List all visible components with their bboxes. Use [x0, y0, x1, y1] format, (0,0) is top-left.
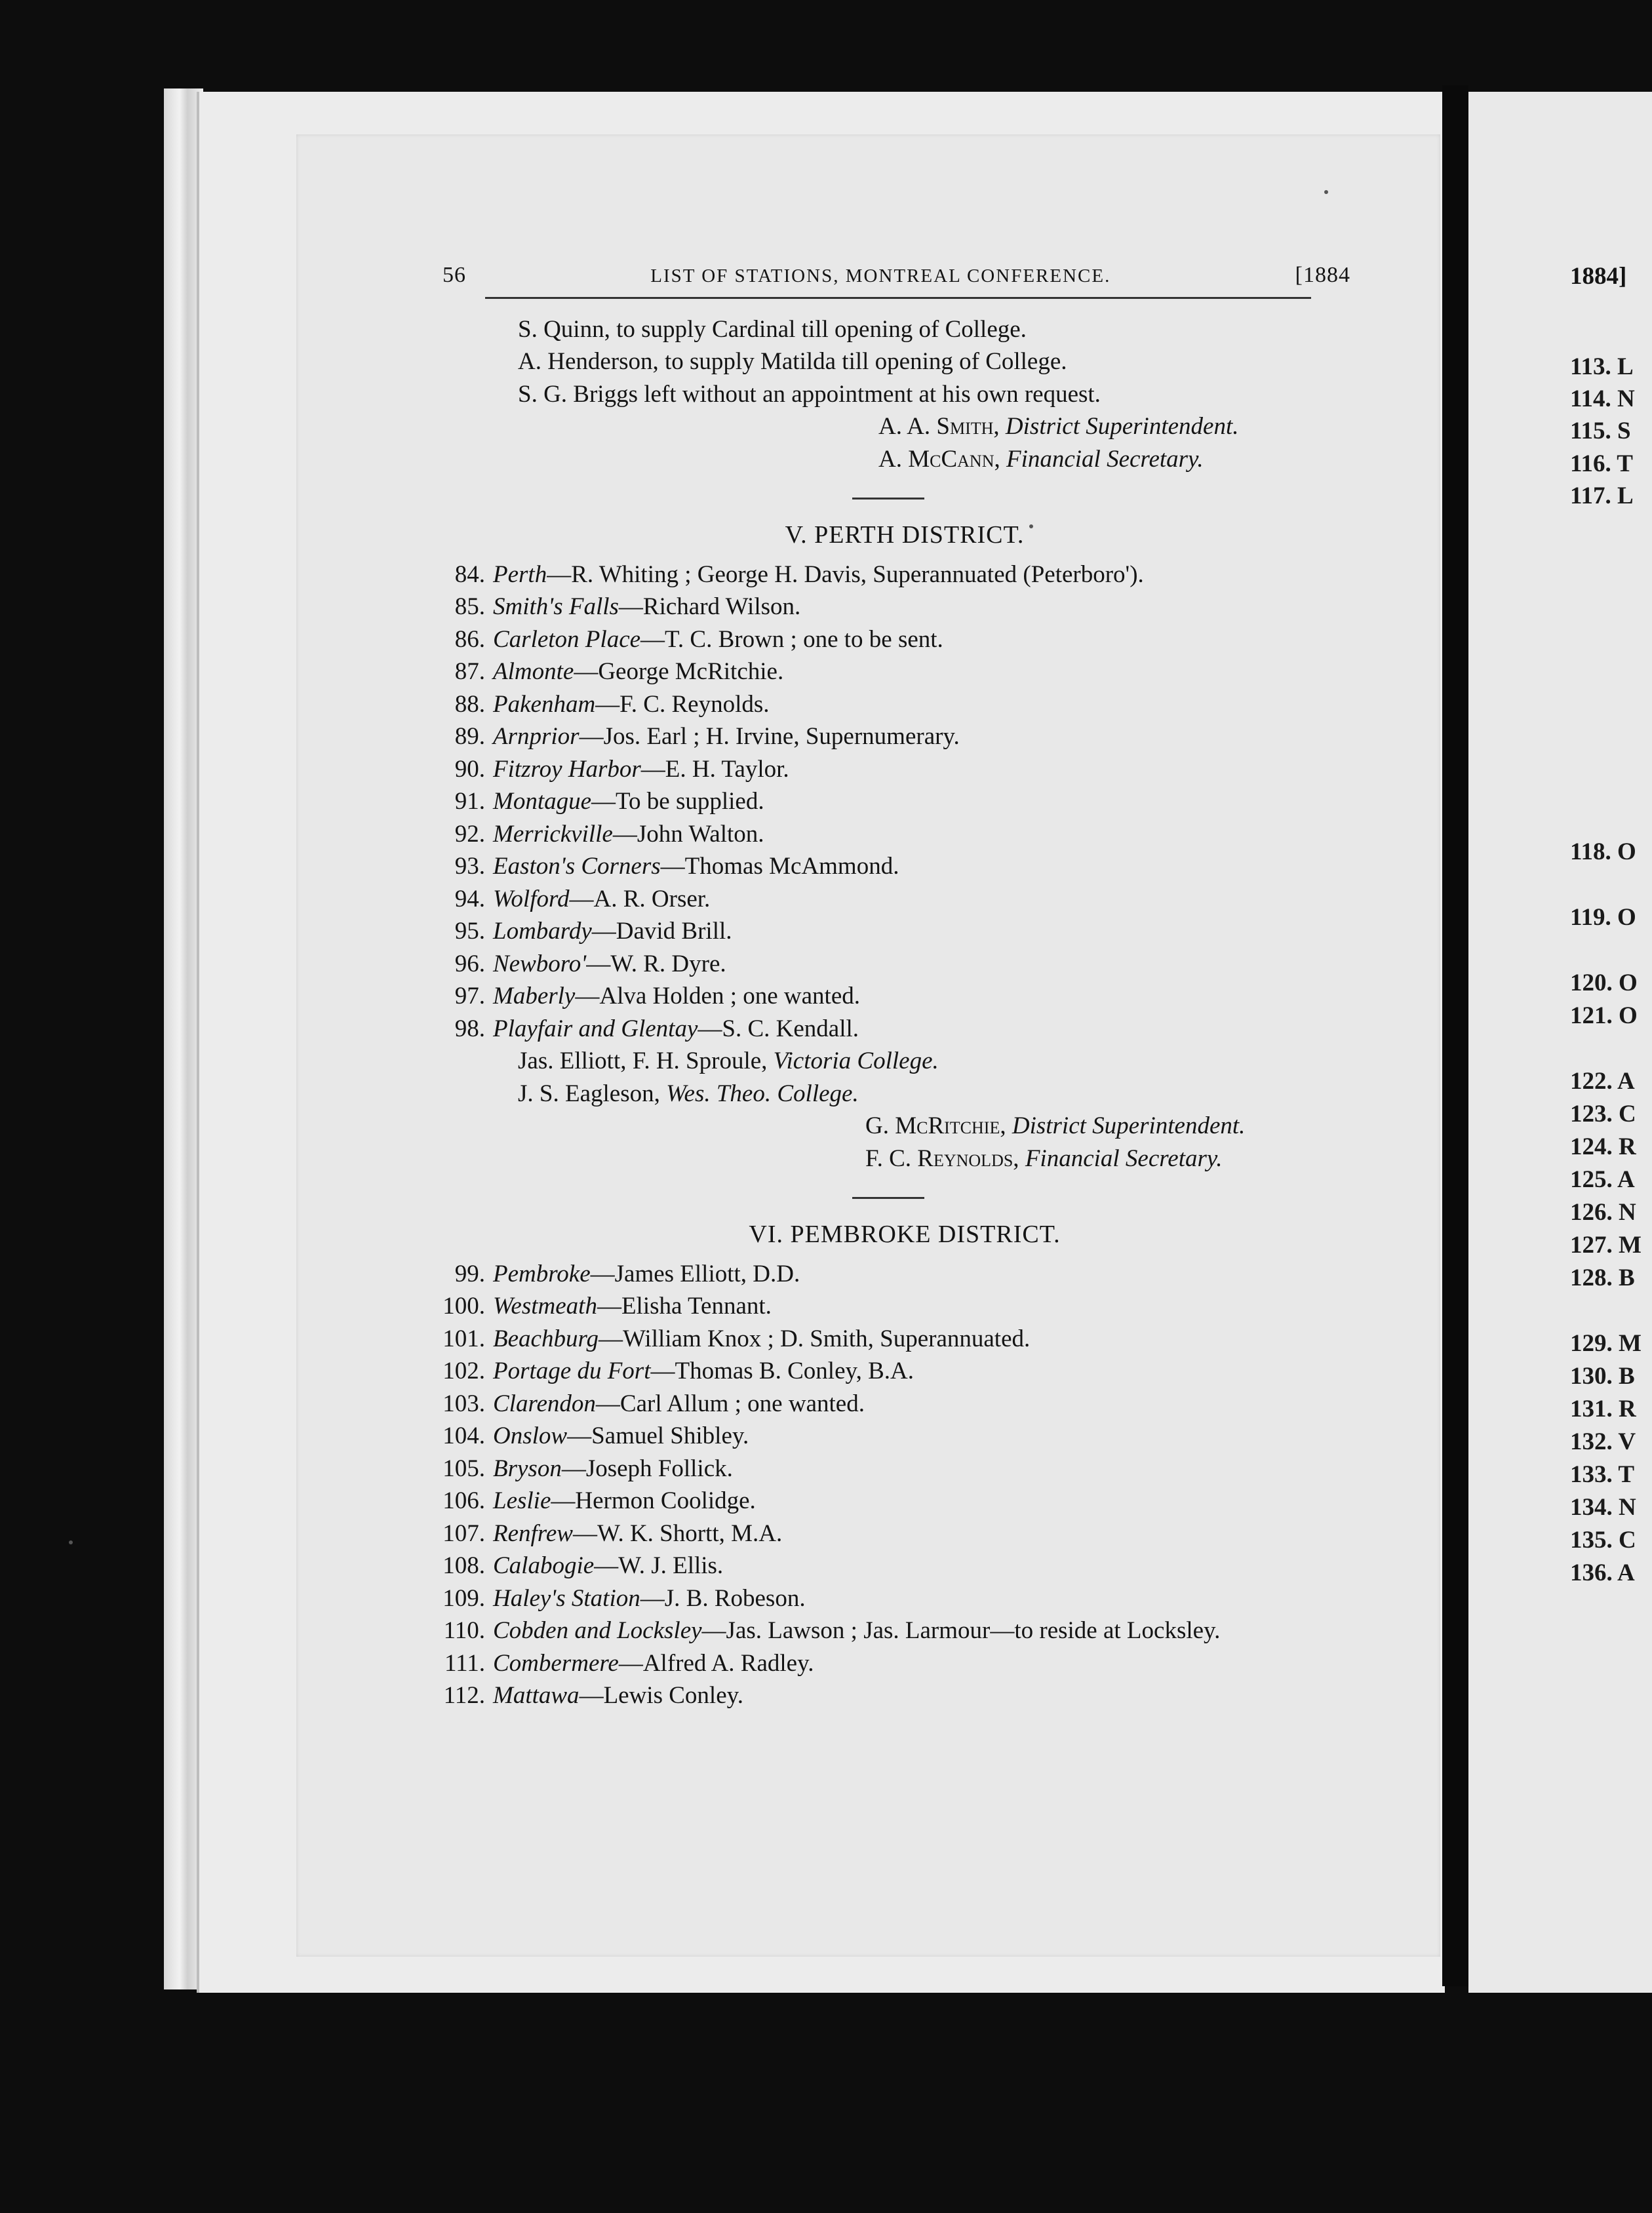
station-entry	[439, 883, 1357, 916]
station-entry	[439, 1420, 1357, 1453]
station-place: Merrickville	[493, 820, 613, 848]
station-place: Smith's Falls	[493, 593, 619, 620]
station-place: Lombardy	[493, 918, 592, 945]
station-appointment: —R. Whiting ; George H. Davis, Superannuated (Peterboro').	[547, 560, 1144, 588]
station-entry	[439, 818, 1357, 851]
station-text	[485, 1355, 914, 1388]
signature-role: District Superintendent.	[1012, 1112, 1246, 1139]
station-entry	[439, 850, 1357, 883]
station-text	[485, 915, 732, 948]
preamble-line: A. Henderson, to supply Matilda till opening of College.	[518, 348, 1067, 375]
station-appointment: —T. C. Brown ; one to be sent.	[640, 625, 943, 653]
station-place: Beachburg	[493, 1325, 599, 1352]
station-text	[485, 1323, 1030, 1356]
signature-line	[426, 1143, 1357, 1175]
college-line	[426, 1045, 1357, 1078]
station-number: 97.	[454, 983, 485, 1009]
station-entry	[439, 1518, 1357, 1550]
station-entry	[439, 688, 1357, 721]
station-text	[485, 1485, 756, 1518]
station-entry	[439, 915, 1357, 948]
station-entry	[439, 948, 1357, 981]
right-page-entry: 130. B	[1570, 1363, 1635, 1390]
station-text	[485, 1258, 800, 1291]
district-heading: V. PERTH DISTRICT.	[785, 521, 1025, 549]
college-names: J. S. Eagleson,	[518, 1080, 667, 1107]
station-appointment: —F. C. Reynolds.	[595, 690, 770, 718]
station-appointment: —James Elliott, D.D.	[590, 1260, 800, 1287]
right-page-entry: 128. B	[1570, 1264, 1635, 1291]
station-appointment: —John Walton.	[612, 820, 764, 848]
station-entry	[439, 1388, 1357, 1420]
station-place: Cobden and Locksley	[493, 1617, 702, 1644]
preamble-line: S. Quinn, to supply Cardinal till opening of College.	[518, 315, 1027, 343]
station-text	[485, 1013, 859, 1046]
scan-speck	[69, 1540, 73, 1544]
running-title: LIST OF STATIONS, MONTREAL CONFERENCE.	[650, 265, 1111, 286]
station-text	[485, 1550, 723, 1582]
right-page-entry: 122. A	[1570, 1068, 1635, 1095]
right-page-entry: 123. C	[1570, 1101, 1636, 1127]
station-appointment: —W. J. Ellis.	[594, 1552, 724, 1579]
station-place: Renfrew	[493, 1519, 573, 1547]
right-page-entry: 119. O	[1570, 904, 1636, 931]
running-year: [1884	[1295, 263, 1350, 287]
station-entry	[439, 753, 1357, 786]
right-page-entry: 115. S	[1570, 418, 1631, 444]
right-page-entry: 136. A	[1570, 1559, 1635, 1586]
station-number: 101.	[442, 1325, 485, 1352]
station-number: 99.	[454, 1260, 485, 1287]
signature-role: Financial Secretary.	[1006, 445, 1204, 473]
station-text	[485, 818, 764, 851]
signature-role: Financial Secretary.	[1025, 1145, 1223, 1172]
station-number: 90.	[454, 755, 485, 783]
station-entry	[439, 591, 1357, 623]
station-place: Clarendon	[493, 1390, 596, 1417]
station-entry	[439, 720, 1357, 753]
district-heading: VI. PEMBROKE DISTRICT.	[749, 1221, 1061, 1248]
college-name: Victoria College.	[773, 1048, 939, 1074]
right-page-entry: 116. T	[1570, 450, 1633, 477]
station-entry	[439, 1679, 1357, 1712]
station-number: 102.	[442, 1358, 485, 1384]
signature-name: F. C. Reynolds,	[865, 1145, 1019, 1172]
page-number: 56	[442, 263, 466, 287]
station-text	[485, 656, 783, 688]
station-appointment: —William Knox ; D. Smith, Superannuated.	[598, 1325, 1031, 1352]
signature-line	[426, 410, 1357, 443]
station-number: 111.	[444, 1649, 485, 1677]
station-place: Carleton Place	[493, 625, 641, 653]
college-line	[426, 1078, 1357, 1110]
section-rule	[852, 498, 924, 499]
station-number: 92.	[454, 820, 485, 848]
station-entry	[439, 1615, 1357, 1647]
pembroke-station-list	[439, 1258, 1357, 1712]
station-appointment: —Jos. Earl ; H. Irvine, Supernumerary.	[579, 723, 960, 750]
station-entry	[439, 785, 1357, 818]
signature-name: A. McCann,	[878, 445, 1000, 473]
station-text	[485, 1647, 814, 1680]
station-number: 84.	[454, 560, 485, 588]
station-number: 88.	[454, 690, 485, 718]
station-text	[485, 785, 764, 818]
station-number: 106.	[442, 1487, 485, 1514]
station-place: Playfair and Glentay	[493, 1015, 698, 1042]
station-text	[485, 558, 1144, 591]
station-place: Wolford	[493, 885, 570, 912]
station-entry	[439, 1290, 1357, 1323]
right-page-entry: 132. V	[1570, 1428, 1636, 1455]
station-entry	[439, 623, 1357, 656]
station-entry	[439, 980, 1357, 1013]
signature-role: District Superintendent.	[1005, 413, 1239, 440]
right-page-entry: 126. N	[1570, 1199, 1636, 1226]
station-place: Almonte	[493, 658, 574, 685]
station-entry	[439, 1485, 1357, 1518]
station-appointment: —E. H. Taylor.	[640, 755, 789, 783]
right-page-entry: 121. O	[1570, 1002, 1638, 1029]
station-text	[485, 1679, 743, 1712]
station-entry	[439, 1647, 1357, 1680]
station-place: Perth	[493, 560, 547, 588]
right-page-entry: 117. L	[1570, 482, 1634, 509]
station-appointment: —George McRitchie.	[574, 658, 784, 685]
station-appointment: —Elisha Tennant.	[597, 1293, 772, 1320]
signature-name: G. McRitchie,	[865, 1112, 1006, 1139]
station-place: Portage du Fort	[493, 1358, 651, 1384]
station-text	[485, 980, 860, 1013]
college-name: Wes. Theo. College.	[666, 1080, 859, 1107]
station-entry	[439, 1550, 1357, 1582]
station-place: Bryson	[493, 1455, 562, 1482]
preamble-line: S. G. Briggs left without an appointment at his own request.	[518, 380, 1101, 408]
station-text	[485, 720, 960, 753]
signature-name: A. A. Smith,	[878, 413, 1000, 440]
station-number: 87.	[454, 658, 485, 685]
station-appointment: —Richard Wilson.	[618, 593, 801, 620]
station-entry	[439, 1258, 1357, 1291]
right-page-entry: 124. R	[1570, 1133, 1636, 1160]
station-place: Easton's Corners	[493, 853, 661, 880]
right-page-year: 1884]	[1570, 263, 1627, 290]
right-page-entry: 125. A	[1570, 1166, 1635, 1193]
running-head	[442, 259, 1350, 293]
station-place: Pembroke	[493, 1260, 591, 1287]
station-number: 109.	[442, 1584, 485, 1612]
station-entry	[439, 1355, 1357, 1388]
station-appointment: —W. K. Shortt, M.A.	[572, 1519, 783, 1547]
signature-line	[426, 1110, 1357, 1143]
station-text	[485, 850, 899, 883]
station-appointment: —To be supplied.	[591, 788, 764, 815]
station-place: Newboro'	[493, 950, 587, 977]
station-place: Mattawa	[493, 1682, 580, 1709]
station-appointment: —Thomas McAmmond.	[660, 853, 899, 880]
station-appointment: —Alva Holden ; one wanted.	[575, 983, 861, 1009]
right-page-entry: 113. L	[1570, 353, 1634, 380]
station-number: 103.	[442, 1390, 485, 1417]
station-appointment: —Samuel Shibley.	[567, 1422, 749, 1449]
station-entry	[439, 1323, 1357, 1356]
station-entry	[439, 558, 1357, 591]
station-entry	[439, 656, 1357, 688]
station-text	[485, 1290, 772, 1323]
station-place: Westmeath	[493, 1293, 597, 1320]
right-page-entry: 120. O	[1570, 969, 1638, 996]
station-place: Fitzroy Harbor	[493, 755, 641, 783]
station-number: 100.	[442, 1293, 485, 1320]
station-entry	[439, 1453, 1357, 1485]
perth-station-list	[439, 558, 1357, 1046]
station-appointment: —Joseph Follick.	[561, 1455, 733, 1482]
page-content	[426, 259, 1357, 1712]
station-appointment: —W. R. Dyre.	[586, 950, 726, 977]
right-page-entry: 135. C	[1570, 1527, 1636, 1554]
station-entry	[439, 1013, 1357, 1046]
station-number: 108.	[442, 1552, 485, 1579]
station-appointment: —Alfred A. Radley.	[618, 1649, 814, 1677]
right-page-entry: 118. O	[1570, 838, 1636, 865]
station-number: 89.	[454, 723, 485, 750]
station-number: 107.	[442, 1519, 485, 1547]
right-page-entry: 114. N	[1570, 385, 1635, 412]
station-text	[485, 1453, 733, 1485]
station-place: Combermere	[493, 1649, 619, 1677]
station-text	[485, 1518, 782, 1550]
station-number: 110.	[443, 1617, 485, 1644]
right-page-entry: 129. M	[1570, 1330, 1642, 1357]
station-number: 112.	[443, 1682, 485, 1709]
station-text	[485, 948, 726, 981]
station-text	[485, 688, 770, 721]
scan-speck	[1324, 190, 1328, 194]
signature-line	[426, 443, 1357, 476]
station-text	[485, 1615, 1220, 1647]
station-appointment: —Jas. Lawson ; Jas. Larmour—to reside at Locksley.	[701, 1617, 1221, 1644]
station-appointment: —Lewis Conley.	[579, 1682, 743, 1709]
station-place: Montague	[493, 788, 592, 815]
station-place: Leslie	[493, 1487, 551, 1514]
station-text	[485, 1420, 749, 1453]
station-place: Haley's Station	[493, 1584, 640, 1612]
station-appointment: —J. B. Robeson.	[640, 1584, 806, 1612]
station-appointment: —Thomas B. Conley, B.A.	[650, 1358, 914, 1384]
station-place: Calabogie	[493, 1552, 595, 1579]
scan-speck	[1029, 524, 1033, 528]
book-gutter	[1442, 85, 1468, 1986]
station-number: 85.	[454, 593, 485, 620]
section-rule	[852, 1197, 924, 1199]
station-number: 91.	[454, 788, 485, 815]
station-appointment: —S. C. Kendall.	[698, 1015, 859, 1042]
station-text	[485, 1582, 806, 1615]
station-place: Onslow	[493, 1422, 568, 1449]
station-entry	[439, 1582, 1357, 1615]
station-text	[485, 591, 800, 623]
station-appointment: —A. R. Orser.	[569, 885, 711, 912]
station-appointment: —Hermon Coolidge.	[551, 1487, 756, 1514]
station-number: 93.	[454, 853, 485, 880]
station-number: 95.	[454, 918, 485, 945]
station-number: 96.	[454, 950, 485, 977]
right-page-entry: 133. T	[1570, 1461, 1635, 1488]
station-number: 94.	[454, 885, 485, 912]
right-page-entry: 131. R	[1570, 1396, 1636, 1422]
header-rule	[485, 297, 1311, 299]
station-place: Arnprior	[493, 723, 580, 750]
station-text	[485, 623, 943, 656]
station-appointment: —David Brill.	[591, 918, 732, 945]
right-page-entry: 134. N	[1570, 1494, 1636, 1521]
station-place: Maberly	[493, 983, 576, 1009]
station-number: 104.	[442, 1422, 485, 1449]
station-text	[485, 883, 710, 916]
station-number: 86.	[454, 625, 485, 653]
station-text	[485, 1388, 865, 1420]
station-text	[485, 753, 789, 786]
right-page-entry: 127. M	[1570, 1232, 1642, 1259]
station-appointment: —Carl Allum ; one wanted.	[595, 1390, 865, 1417]
college-names: Jas. Elliott, F. H. Sproule,	[518, 1048, 774, 1074]
station-number: 98.	[454, 1015, 485, 1042]
station-number: 105.	[442, 1455, 485, 1482]
station-place: Pakenham	[493, 690, 596, 718]
